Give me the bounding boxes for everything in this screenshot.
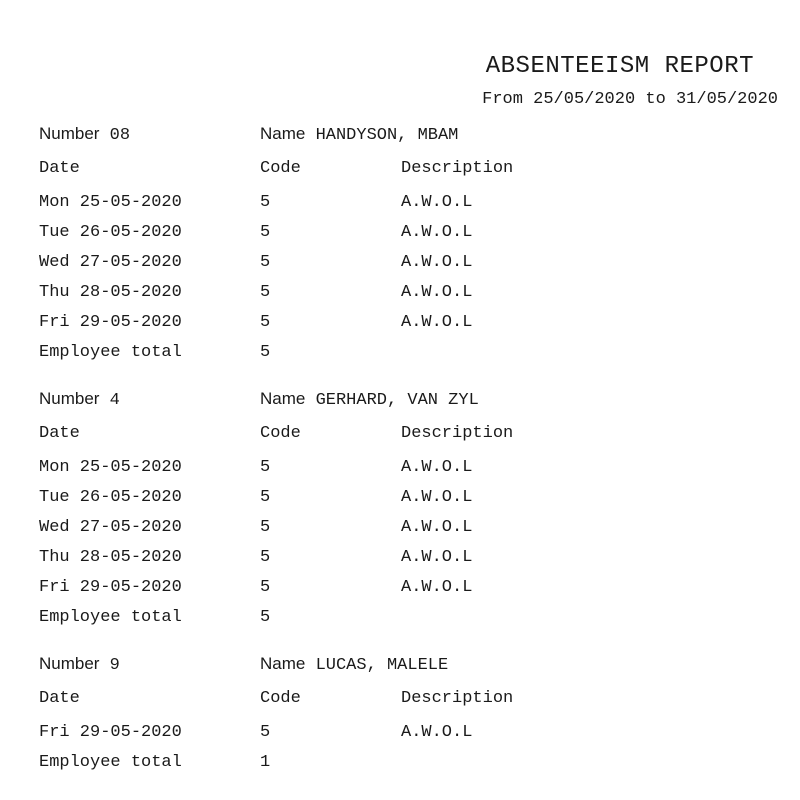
employee-name: Name LUCAS, MALELE xyxy=(260,654,449,675)
record-code: 5 xyxy=(260,283,271,302)
record-code: 5 xyxy=(260,578,271,597)
record-code: 5 xyxy=(260,488,271,507)
employee-total-label: Employee total xyxy=(39,753,182,772)
report-period: From 25/05/2020 to 31/05/2020 xyxy=(482,90,778,109)
column-headers xyxy=(39,424,779,454)
record-date: Wed 27-05-2020 xyxy=(39,518,182,537)
column-date: Date xyxy=(39,424,80,443)
record-date: Fri 29-05-2020 xyxy=(39,313,182,332)
employee-total-value: 1 xyxy=(260,753,271,772)
record-row xyxy=(39,458,779,488)
column-headers xyxy=(39,159,779,189)
report-title: ABSENTEEISM REPORT xyxy=(485,53,754,80)
record-row xyxy=(39,193,779,223)
record-date: Tue 26-05-2020 xyxy=(39,488,182,507)
column-code: Code xyxy=(260,689,301,708)
record-row xyxy=(39,283,779,313)
record-date: Fri 29-05-2020 xyxy=(39,723,182,742)
record-description: A.W.O.L xyxy=(401,223,473,242)
column-headers xyxy=(39,689,779,719)
employee-section xyxy=(39,389,779,638)
column-description: Description xyxy=(401,159,514,178)
record-code: 5 xyxy=(260,458,271,477)
column-date: Date xyxy=(39,159,80,178)
employee-total-value: 5 xyxy=(260,343,271,362)
record-date: Mon 25-05-2020 xyxy=(39,458,182,477)
record-description: A.W.O.L xyxy=(401,458,473,477)
record-description: A.W.O.L xyxy=(401,193,473,212)
record-date: Thu 28-05-2020 xyxy=(39,548,182,567)
record-date: Mon 25-05-2020 xyxy=(39,193,182,212)
record-date: Thu 28-05-2020 xyxy=(39,283,182,302)
column-description: Description xyxy=(401,424,514,443)
record-code: 5 xyxy=(260,723,271,742)
record-row xyxy=(39,253,779,283)
employee-total-label: Employee total xyxy=(39,343,182,362)
record-code: 5 xyxy=(260,313,271,332)
employee-total-row xyxy=(39,608,779,638)
employee-name: Name HANDYSON, MBAM xyxy=(260,124,459,145)
record-row xyxy=(39,578,779,608)
employee-total-label: Employee total xyxy=(39,608,182,627)
record-date: Fri 29-05-2020 xyxy=(39,578,182,597)
employee-section xyxy=(39,124,779,373)
employee-total-row xyxy=(39,753,779,783)
record-description: A.W.O.L xyxy=(401,488,473,507)
column-date: Date xyxy=(39,689,80,708)
column-description: Description xyxy=(401,689,514,708)
record-description: A.W.O.L xyxy=(401,578,473,597)
record-code: 5 xyxy=(260,518,271,537)
employee-section xyxy=(39,654,779,783)
employee-header xyxy=(39,654,779,684)
employee-total-value: 5 xyxy=(260,608,271,627)
column-code: Code xyxy=(260,159,301,178)
record-date: Tue 26-05-2020 xyxy=(39,223,182,242)
record-row xyxy=(39,548,779,578)
record-row xyxy=(39,313,779,343)
record-description: A.W.O.L xyxy=(401,283,473,302)
employee-number: Number 9 xyxy=(39,654,120,675)
record-description: A.W.O.L xyxy=(401,548,473,567)
column-code: Code xyxy=(260,424,301,443)
record-code: 5 xyxy=(260,193,271,212)
employee-total-row xyxy=(39,343,779,373)
record-row xyxy=(39,223,779,253)
record-description: A.W.O.L xyxy=(401,313,473,332)
record-code: 5 xyxy=(260,253,271,272)
record-row xyxy=(39,488,779,518)
record-description: A.W.O.L xyxy=(401,253,473,272)
record-code: 5 xyxy=(260,223,271,242)
record-code: 5 xyxy=(260,548,271,567)
record-description: A.W.O.L xyxy=(401,723,473,742)
record-date: Wed 27-05-2020 xyxy=(39,253,182,272)
employee-name: Name GERHARD, VAN ZYL xyxy=(260,389,479,410)
employee-header xyxy=(39,389,779,419)
employee-number: Number 4 xyxy=(39,389,120,410)
employee-number: Number 08 xyxy=(39,124,131,145)
record-description: A.W.O.L xyxy=(401,518,473,537)
record-row xyxy=(39,723,779,753)
employee-header xyxy=(39,124,779,154)
record-row xyxy=(39,518,779,548)
